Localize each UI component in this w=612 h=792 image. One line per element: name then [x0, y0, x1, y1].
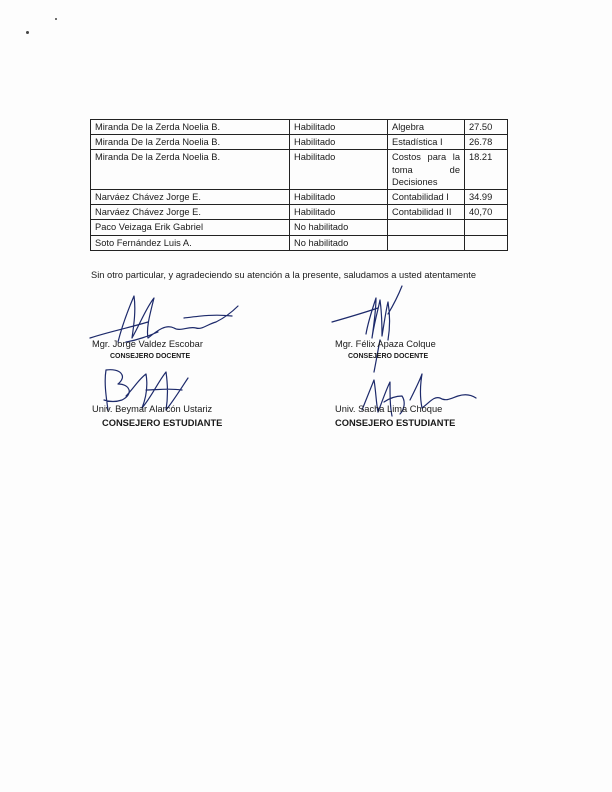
status-cell: Habilitado: [290, 120, 388, 135]
student-name-cell: Miranda De la Zerda Noelia B.: [91, 120, 290, 135]
signature-block: [335, 404, 455, 428]
table-row: [91, 235, 508, 250]
table-row: [91, 205, 508, 220]
student-name-cell: Narváez Chávez Jorge E.: [91, 190, 290, 205]
scan-speck: [26, 31, 29, 34]
signer-name: Univ. Beymar Alarcón Ustariz: [92, 404, 213, 414]
grade-cell: 18.21: [465, 150, 508, 190]
student-name-cell: Soto Fernández Luis A.: [91, 235, 290, 250]
status-cell: No habilitado: [290, 235, 388, 250]
signer-name: Mgr. Jorge Valdez Escobar: [92, 339, 203, 349]
subject-cell: Algebra: [388, 120, 465, 135]
status-cell: Habilitado: [290, 135, 388, 150]
subject-cell: Contabilidad I: [388, 190, 465, 205]
signer-role: CONSEJERO DOCENTE: [110, 353, 191, 360]
signer-role: CONSEJERO DOCENTE: [348, 353, 429, 360]
signature-block: [92, 339, 203, 360]
table-row: [91, 150, 508, 190]
table-row: [91, 220, 508, 235]
table-row: [91, 120, 508, 135]
scan-speck: [55, 18, 57, 20]
table-row: [91, 135, 508, 150]
grade-cell: 27.50: [465, 120, 508, 135]
subject-cell: Estadística I: [388, 135, 465, 150]
signer-role: CONSEJERO ESTUDIANTE: [335, 418, 456, 428]
status-cell: Habilitado: [290, 205, 388, 220]
grade-cell: 26.78: [465, 135, 508, 150]
grade-cell: 34.99: [465, 190, 508, 205]
grade-cell: [465, 220, 508, 235]
grade-cell: 40,70: [465, 205, 508, 220]
grades-table: [90, 119, 508, 251]
subject-cell: [388, 235, 465, 250]
signer-name: Mgr. Félix Apaza Colque: [335, 339, 436, 349]
table-row: [91, 190, 508, 205]
closing-paragraph: Sin otro particular, y agradeciendo su atención a la presente, saludamos a usted atentamente: [91, 270, 477, 280]
signer-name: Univ. Sacha Lima Choque: [335, 404, 443, 414]
student-name-cell: Miranda De la Zerda Noelia B.: [91, 150, 290, 190]
status-cell: Habilitado: [290, 190, 388, 205]
signature-block: [92, 404, 222, 428]
status-cell: Habilitado: [290, 150, 388, 190]
subject-cell: Costos para la toma de Decisiones: [388, 150, 465, 190]
signer-role: CONSEJERO ESTUDIANTE: [102, 418, 223, 428]
subject-cell: Contabilidad II: [388, 205, 465, 220]
subject-cell: [388, 220, 465, 235]
signature-block: [335, 339, 436, 360]
grade-cell: [465, 235, 508, 250]
student-name-cell: Miranda De la Zerda Noelia B.: [91, 135, 290, 150]
handwritten-signature: [330, 284, 410, 374]
student-name-cell: Narváez Chávez Jorge E.: [91, 205, 290, 220]
student-name-cell: Paco Veizaga Erik Gabriel: [91, 220, 290, 235]
status-cell: No habilitado: [290, 220, 388, 235]
